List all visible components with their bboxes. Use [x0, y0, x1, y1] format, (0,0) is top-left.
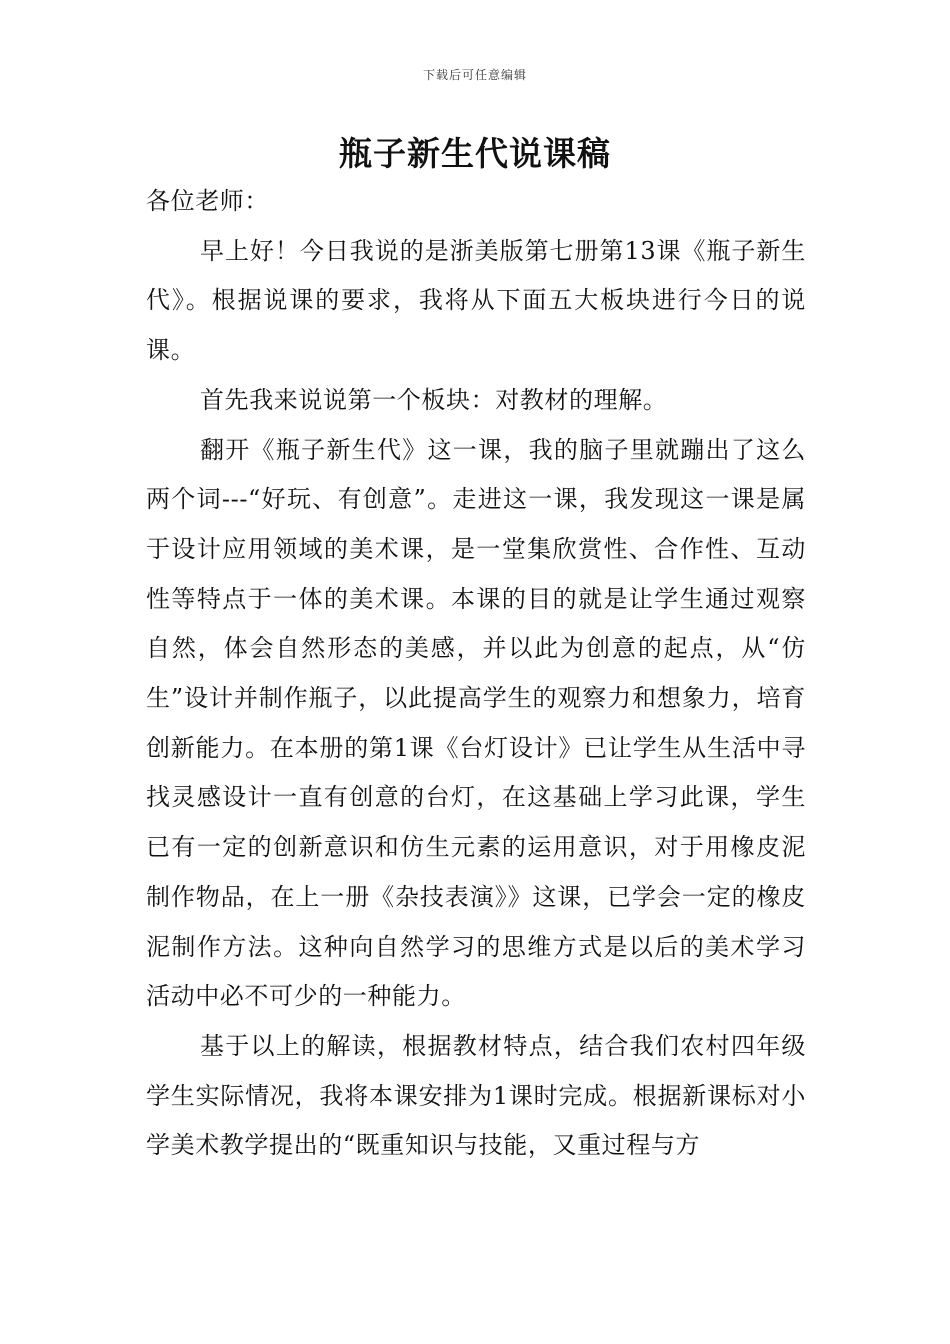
document-title: 瓶子新生代说课稿 [339, 134, 611, 173]
paragraph-section-intro: 首先我来说说第一个板块：对教材的理解。 [200, 385, 668, 414]
paragraph-textbook-analysis: 翻开《瓶子新生代》这一课，我的脑子里就蹦出了这么两个词---“好玩、有创意”。走进这一课，我发现这一课是属于设计应用领域的美术课，是一堂集欣赏性、合作性、互动性等特点于一体的美术课。本课的目的就是让学生通过观察自然，体会自然形态的美感，并以此为创意的起点，从“仿生”设计并制作瓶子，以此提高学生的观察力和想象力，培育创新能力。在本册的第1课《台灯设计》已让学生从生活中寻找灵感设计一直有创意的台灯，在这基础上学习此课，学生已有一定的创新意识和仿生元素的运用意识，对于用橡皮泥制作物品，在上一册《杂技表演》》这课，已学会一定的橡皮泥制作方法。这种向自然学习的思维方式是以后的美术学习活动中必不可少的一种能力。 [146, 435, 806, 1011]
paragraph-greeting: 早上好！今日我说的是浙美版第七册第13课《瓶子新生代》。根据说课的要求，我将从下面五大板块进行今日的说课。 [146, 236, 806, 365]
header-note: 下载后可任意编辑 [422, 68, 527, 82]
salutation: 各位老师： [146, 187, 269, 215]
document-body [146, 177, 806, 1171]
paragraph-lesson-plan: 基于以上的解读，根据教材特点，结合我们农村四年级学生实际情况，我将本课安排为1课时完成。根据新课标对小学美术教学提出的“既重知识与技能，又重过程与方 [146, 1031, 806, 1160]
